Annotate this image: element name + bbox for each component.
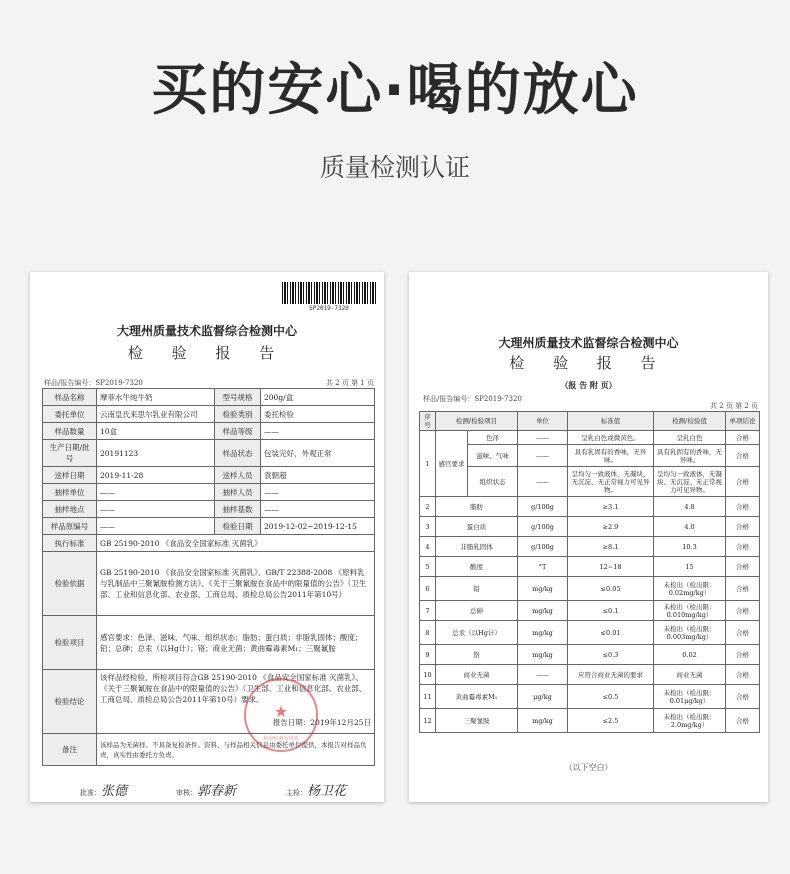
label: 生产日期/批号 bbox=[43, 440, 97, 467]
std: 呈乳白色或微黄色。 bbox=[568, 431, 654, 445]
std: ≥2.9 bbox=[568, 517, 654, 537]
std: ≤0.1 bbox=[568, 601, 654, 621]
value: 200g/盒 bbox=[261, 389, 375, 406]
barcode-icon bbox=[282, 282, 376, 304]
val: 4.0 bbox=[654, 517, 726, 537]
table-row bbox=[420, 645, 760, 665]
label: 检验类别 bbox=[215, 406, 261, 423]
res: 合格 bbox=[726, 467, 760, 497]
row-no: 4 bbox=[420, 537, 436, 557]
table-row bbox=[420, 601, 760, 621]
table-row bbox=[420, 497, 760, 517]
unit: —— bbox=[518, 467, 568, 497]
value: —— bbox=[261, 484, 375, 501]
unit: g/100g bbox=[518, 537, 568, 557]
val: 呈均匀一致液体，无凝块、无沉淀、无正常视力可见异物。 bbox=[654, 467, 726, 497]
report2-results-table bbox=[419, 411, 760, 733]
item: 滋味、气味 bbox=[468, 445, 518, 467]
item: 三聚氰胺 bbox=[436, 709, 518, 733]
reviewer-signature: 郭春新 bbox=[197, 784, 237, 799]
val: 具有乳固有的香味，无异味。 bbox=[654, 445, 726, 467]
res: 合格 bbox=[726, 601, 760, 621]
value: 2019-12-02~2019-12-15 bbox=[261, 518, 375, 535]
row-no: 2 bbox=[420, 497, 436, 517]
label: 检验项目 bbox=[43, 616, 97, 670]
report1-sample-no: 样品/报告编号：SP2019-7320 bbox=[44, 379, 143, 387]
unit: g/100g bbox=[518, 517, 568, 537]
res: 合格 bbox=[726, 431, 760, 445]
label: 检验日期 bbox=[215, 518, 261, 535]
row-no: 6 bbox=[420, 577, 436, 601]
item: 总汞（以Hg计） bbox=[436, 621, 518, 645]
val: 15 bbox=[654, 557, 726, 577]
item: 脂肪 bbox=[436, 497, 518, 517]
val: 10.3 bbox=[654, 537, 726, 557]
value: 摩菲水牛纯牛奶 bbox=[97, 389, 215, 406]
label: 抽样人员 bbox=[215, 484, 261, 501]
val: 未检出（检出限：0.01μg/kg） bbox=[654, 685, 726, 709]
unit: mg/kg bbox=[518, 709, 568, 733]
header-cell: 检测/检验项目 bbox=[436, 412, 518, 431]
unit: —— bbox=[518, 665, 568, 685]
unit: mg/kg bbox=[518, 577, 568, 601]
header-cell: 序号 bbox=[420, 412, 436, 431]
sensory-label: 感官要求 bbox=[436, 431, 468, 497]
label: 抽样单位 bbox=[43, 484, 97, 501]
unit: mg/kg bbox=[518, 621, 568, 645]
res: 合格 bbox=[726, 537, 760, 557]
val: 未检出（检出限：2.0mg/kg） bbox=[654, 709, 726, 733]
val: 未检出（检出限：0.003mg/kg） bbox=[654, 621, 726, 645]
label: 送样人员 bbox=[215, 467, 261, 484]
subheadline: 质量检测认证 bbox=[319, 153, 470, 182]
label: 送样日期 bbox=[43, 467, 97, 484]
row-no: 8 bbox=[420, 621, 436, 645]
value: —— bbox=[261, 501, 375, 518]
res: 合格 bbox=[726, 577, 760, 601]
row-no: 7 bbox=[420, 601, 436, 621]
std: ≤0.01 bbox=[568, 621, 654, 645]
header-cell: 单项结论 bbox=[726, 412, 760, 431]
value bbox=[97, 670, 375, 734]
report-page-2 bbox=[409, 272, 768, 802]
table-row bbox=[420, 709, 760, 733]
table-row bbox=[420, 431, 760, 445]
std: ≤0.5 bbox=[568, 685, 654, 709]
value: 该样品为无菌样。不具备复检条件。资料、与样品相关信息由委托单位提供，本报告对样品负责，真实性由委托方负责。 bbox=[97, 734, 375, 766]
std: ≤2.5 bbox=[568, 709, 654, 733]
report-page-1 bbox=[30, 272, 384, 802]
item: 铬 bbox=[436, 645, 518, 665]
item: 非脂乳固体 bbox=[436, 537, 518, 557]
value: GB 25190-2010 《食品安全国家标准 灭菌乳》、GB/T 22388-2008 《原料乳与乳制品中三聚氰胺检测方法》、《关于三聚氰胺在食品中的限量值的公告》（卫生部、工业和信息化部、农业部、工商总局、质检总局公告2011年第10号） bbox=[97, 552, 375, 616]
value: 包装完好，外观正常 bbox=[261, 440, 375, 467]
res: 合格 bbox=[726, 557, 760, 577]
stamp-text: 检验检测专用章 bbox=[263, 736, 299, 742]
item: 色泽 bbox=[468, 431, 518, 445]
row-no: 11 bbox=[420, 685, 436, 709]
value: 20191123 bbox=[97, 440, 215, 467]
table-row bbox=[420, 445, 760, 467]
unit: g/100g bbox=[518, 497, 568, 517]
val: 商业无菌 bbox=[654, 665, 726, 685]
table-row bbox=[420, 557, 760, 577]
conclusion-text: 该样品经检验，所检项目符合GB 25190-2010 《食品安全国家标准 灭菌乳》、《关于三聚氰胺在食品中的限量值的公告》（卫生部、工业和信息化部、农业部、工商总局、质检总局公告2011年第10号）要求。 bbox=[100, 673, 367, 704]
label: 委托单位 bbox=[43, 406, 97, 423]
stamp-star-icon: ★ bbox=[273, 702, 289, 721]
header-cell: 标准值 bbox=[568, 412, 654, 431]
value: 袁朝超 bbox=[261, 467, 375, 484]
item: 总砷 bbox=[436, 601, 518, 621]
std: ≤0.05 bbox=[568, 577, 654, 601]
label: 执行标准 bbox=[43, 535, 97, 552]
headline: 买的安心·喝的放心 bbox=[151, 58, 639, 123]
val: 未检出（检出限：0.010mg/kg） bbox=[654, 601, 726, 621]
report1-form bbox=[42, 388, 375, 766]
label: 样品名称 bbox=[43, 389, 97, 406]
val: 未检出（检出限：0.02mg/kg） bbox=[654, 577, 726, 601]
res: 合格 bbox=[726, 445, 760, 467]
res: 合格 bbox=[726, 665, 760, 685]
unit: μg/kg bbox=[518, 685, 568, 709]
label: 样品原编号 bbox=[43, 518, 97, 535]
header-cell: 检测/检验值 bbox=[654, 412, 726, 431]
report2-page: 共 2 页 第 2 页 bbox=[709, 402, 758, 410]
label: 抽样基数 bbox=[215, 501, 261, 518]
item: 蛋白质 bbox=[436, 517, 518, 537]
res: 合格 bbox=[726, 709, 760, 733]
label: 样品状态 bbox=[215, 440, 261, 467]
label: 备注 bbox=[43, 734, 97, 766]
report1-page: 共 2 页 第 1 页 bbox=[325, 379, 374, 387]
value: 云南皇氏来思尔乳业有限公司 bbox=[97, 406, 215, 423]
approver bbox=[80, 780, 127, 799]
unit: mg/kg bbox=[518, 645, 568, 665]
report2-sample-no: 样品/报告编号：SP2019-7320 bbox=[423, 395, 522, 403]
value: 委托检验 bbox=[261, 406, 375, 423]
value: 2019-11-28 bbox=[97, 467, 215, 484]
table-row bbox=[420, 577, 760, 601]
res: 合格 bbox=[726, 497, 760, 517]
item: 组织状态 bbox=[468, 467, 518, 497]
item: 铅 bbox=[436, 577, 518, 601]
value: 10盒 bbox=[97, 423, 215, 440]
value: GB 25190-2010 《食品安全国家标准 灭菌乳》 bbox=[97, 535, 375, 552]
label: 样品等级 bbox=[215, 423, 261, 440]
reviewer bbox=[176, 780, 236, 799]
report2-title: 检 验 报 告 bbox=[509, 354, 668, 372]
value: —— bbox=[97, 518, 215, 535]
std: ≥3.1 bbox=[568, 497, 654, 517]
approver-signature: 张德 bbox=[101, 784, 128, 799]
label: 抽样地点 bbox=[43, 501, 97, 518]
res: 合格 bbox=[726, 621, 760, 645]
report2-org: 大理州质量技术监督综合检测中心 bbox=[498, 336, 679, 350]
row-no: 10 bbox=[420, 665, 436, 685]
report1-org: 大理州质量技术监督综合检测中心 bbox=[116, 324, 297, 338]
val: 呈乳白色 bbox=[654, 431, 726, 445]
row-no: 3 bbox=[420, 517, 436, 537]
report2-subtitle: （报 告 附 页） bbox=[560, 380, 617, 390]
std: 呈均匀一致液体，无凝块、无沉淀、无正常视力可见异物。 bbox=[568, 467, 654, 497]
label: 检验结论 bbox=[43, 670, 97, 734]
table-row bbox=[420, 621, 760, 645]
std: 应符合商业无菌的要求 bbox=[568, 665, 654, 685]
value: —— bbox=[261, 423, 375, 440]
value: —— bbox=[97, 484, 215, 501]
item: 黄曲霉毒素M₁ bbox=[436, 685, 518, 709]
std: ≥8.1 bbox=[568, 537, 654, 557]
table-row bbox=[420, 537, 760, 557]
row-no: 1 bbox=[420, 431, 436, 497]
std: 具有乳固有的香味，无异味。 bbox=[568, 445, 654, 467]
table-row bbox=[420, 467, 760, 497]
label: 型号规格 bbox=[215, 389, 261, 406]
val: 4.8 bbox=[654, 497, 726, 517]
val: 0.02 bbox=[654, 645, 726, 665]
item: 酸度 bbox=[436, 557, 518, 577]
res: 合格 bbox=[726, 517, 760, 537]
label: 样品数量 bbox=[43, 423, 97, 440]
std: ≤0.3 bbox=[568, 645, 654, 665]
report-date: 报告日期：2019年12月25日 bbox=[272, 718, 371, 727]
tester-signature: 杨卫花 bbox=[307, 784, 347, 799]
res: 合格 bbox=[726, 685, 760, 709]
row-no: 9 bbox=[420, 645, 436, 665]
tester bbox=[286, 780, 346, 799]
value: —— bbox=[97, 501, 215, 518]
row-no: 5 bbox=[420, 557, 436, 577]
value: 感官要求：色泽、滋味、气味、组织状态；脂肪；蛋白质；非脂乳固体；酸度；铅；总砷；总汞（以Hg计）；铬；商业无菌；黄曲霉毒素M₁；三聚氰胺 bbox=[97, 616, 375, 670]
header-cell: 单位 bbox=[518, 412, 568, 431]
std: 12~18 bbox=[568, 557, 654, 577]
blank-note: （以下空白） bbox=[564, 763, 613, 772]
unit: —— bbox=[518, 445, 568, 467]
row-no: 12 bbox=[420, 709, 436, 733]
reviewer-label: 审核： bbox=[176, 789, 197, 797]
tester-label: 主检： bbox=[286, 789, 307, 797]
official-stamp bbox=[244, 678, 318, 752]
approver-label: 批准： bbox=[80, 789, 101, 797]
unit: mg/kg bbox=[518, 601, 568, 621]
table-row bbox=[420, 517, 760, 537]
label: 检验依据 bbox=[43, 552, 97, 616]
barcode-text: SP2019-7320 bbox=[309, 305, 349, 312]
table-row bbox=[420, 665, 760, 685]
unit: —— bbox=[518, 431, 568, 445]
report1-title: 检 验 报 告 bbox=[127, 344, 287, 362]
item: 商业无菌 bbox=[436, 665, 518, 685]
table-row bbox=[420, 685, 760, 709]
res: 合格 bbox=[726, 645, 760, 665]
unit: °T bbox=[518, 557, 568, 577]
